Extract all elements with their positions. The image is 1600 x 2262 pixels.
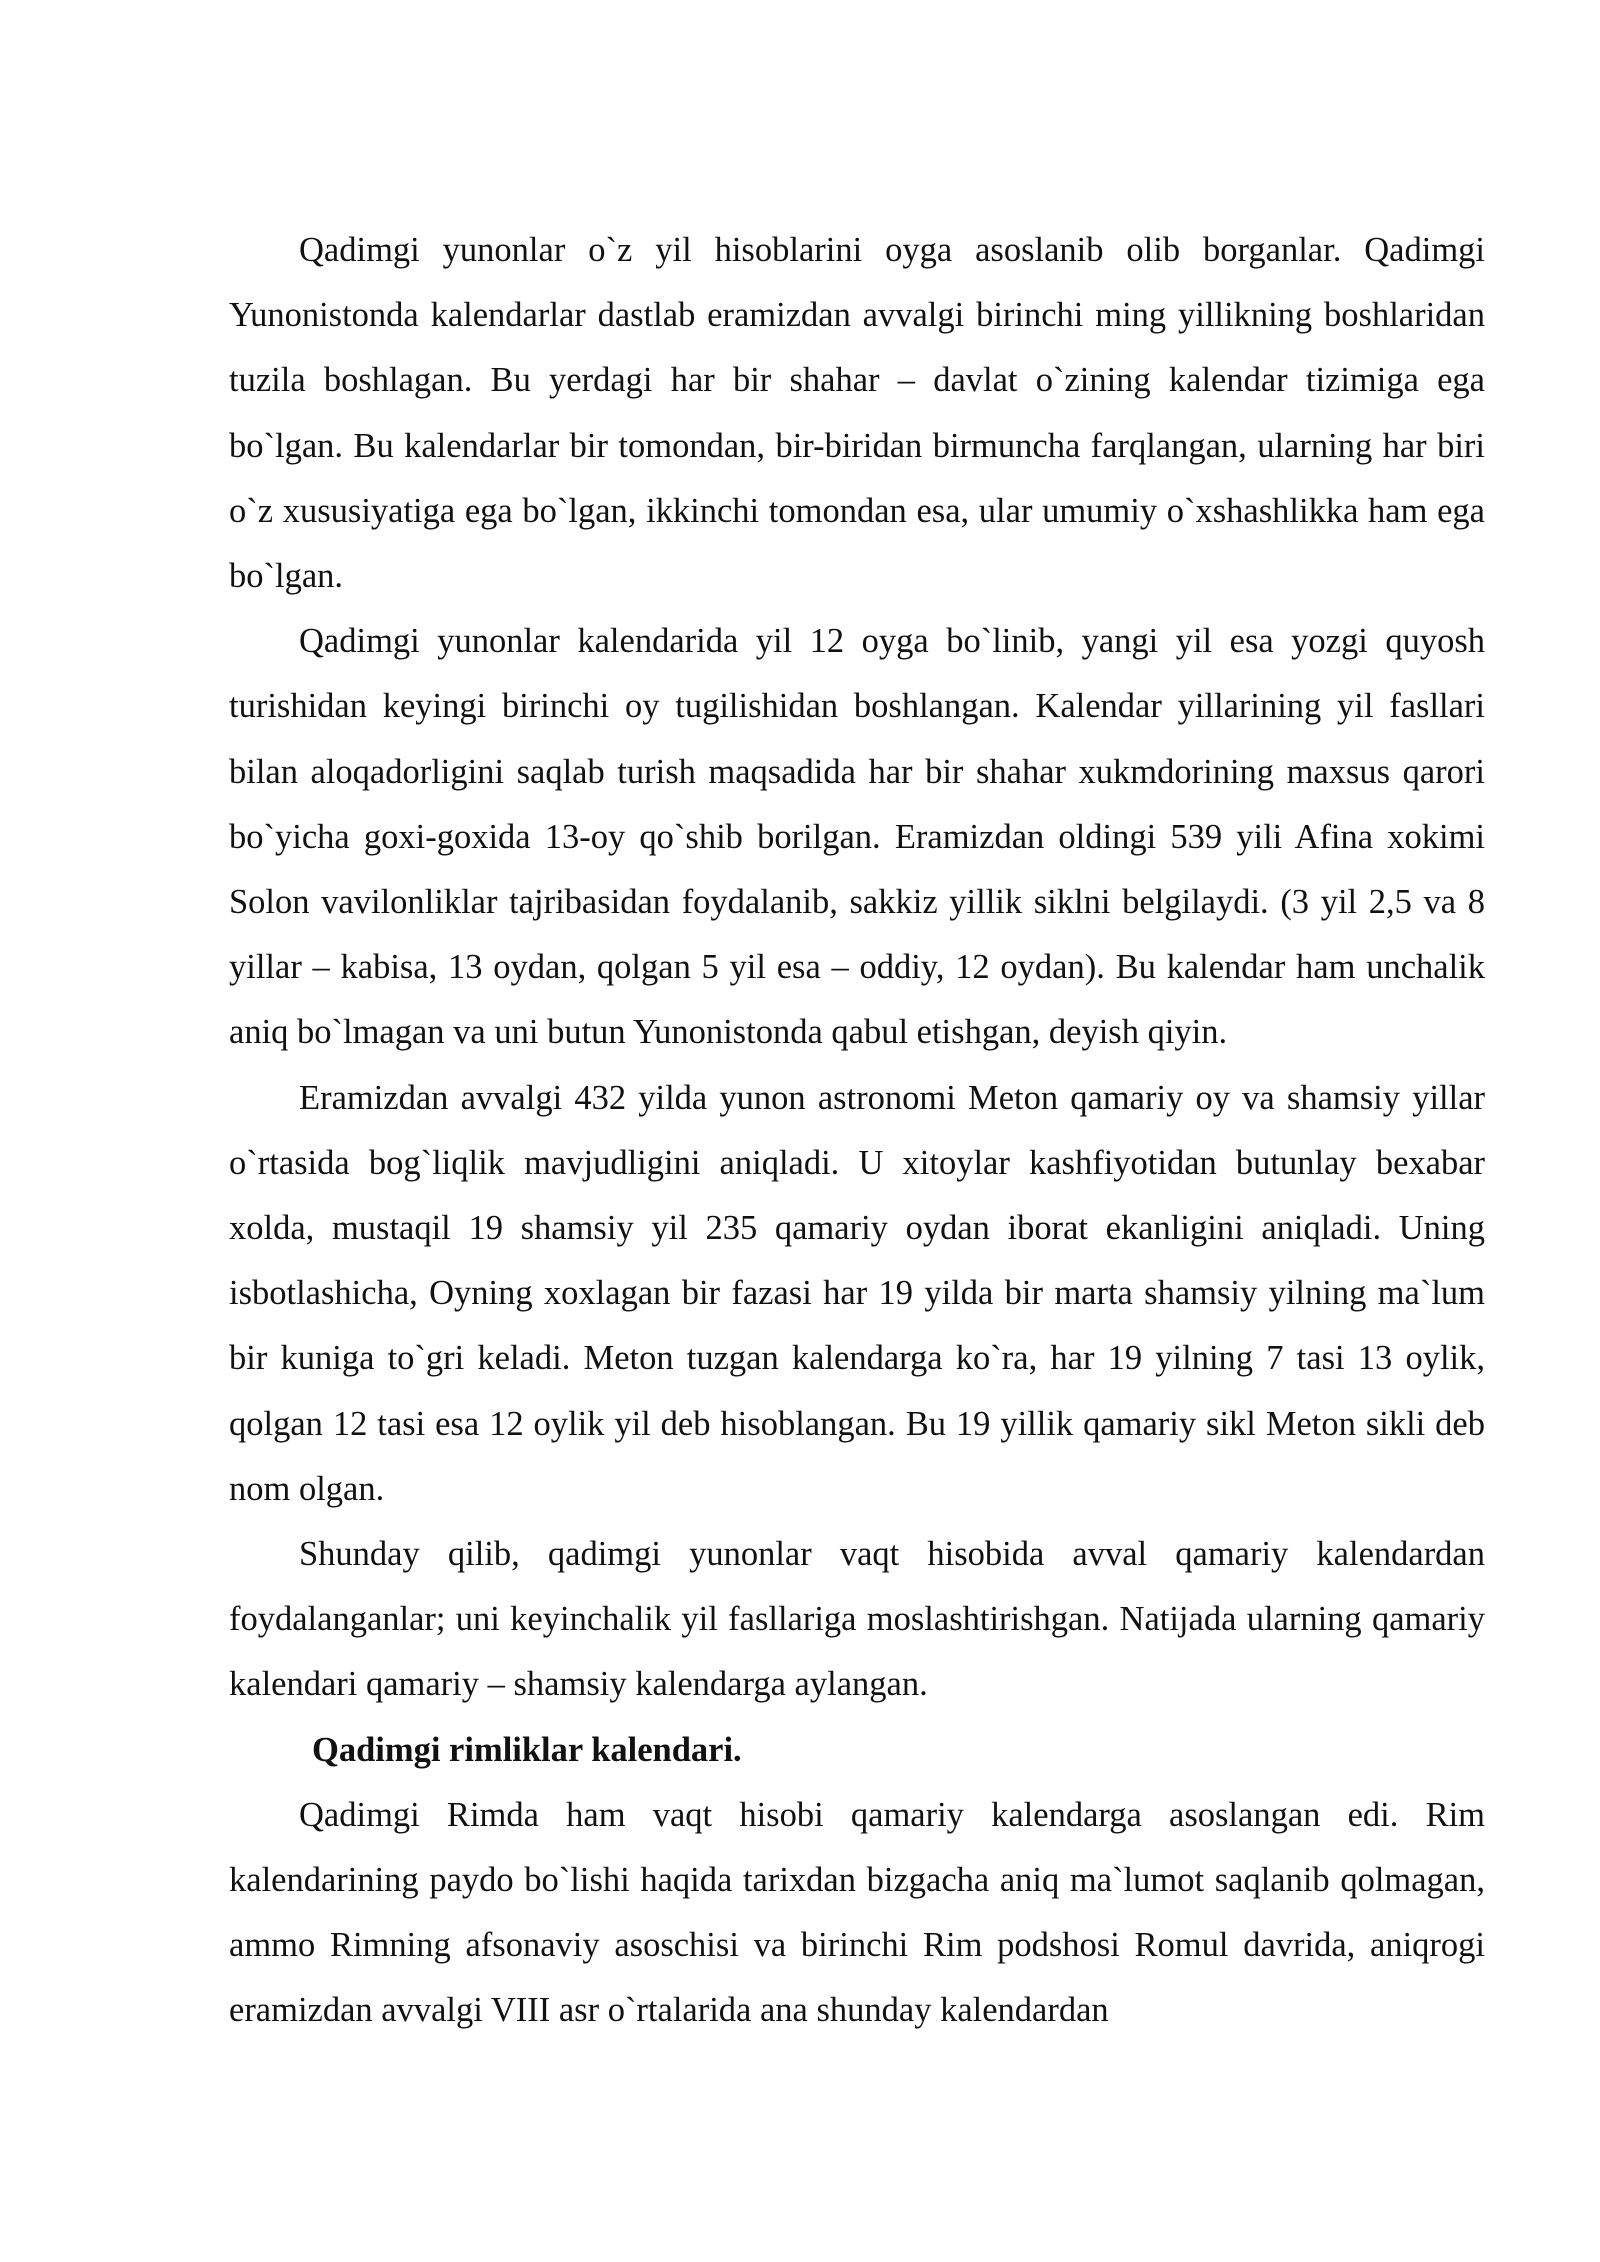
document-page	[229, 218, 1485, 2044]
paragraph-greek-calendar-months: Qadimgi yunonlar kalendarida yil 12 oyga bo`linib, yangi yil esa yozgi quyosh turishidan keyingi birinchi oy tugilishidan boshlangan. Kalendar yillarining yil fasllari bilan aloqadorligini saqlab turish maqsadida har bir shahar xukmdorining maxsus qarori bo`yicha goxi-goxida 13-oy qo`shib borilgan. Eramizdan oldingi 539 yili Afina xokimi Solon vavilonliklar tajribasidan foydalanib, sakkiz yillik siklni belgilaydi. (3 yil 2,5 va 8 yillar – kabisa, 13 oydan, qolgan 5 yil esa – oddiy, 12 oydan). Bu kalendar ham unchalik aniq bo`lmagan va uni butun Yunonistonda qabul etishgan, deyish qiyin.	[229, 622, 1485, 1052]
section-heading-roman-calendar: Qadimgi rimliklar kalendari.	[312, 1730, 742, 1769]
paragraph-roman-calendar: Qadimgi Rimda ham vaqt hisobi qamariy kalendarga asoslangan edi. Rim kalendarining paydo bo`lishi haqida tarixdan bizgacha aniq ma`lumot saqlanib qolmagan, ammo Rimning afsonaviy asoschisi va birinchi Rim podshosi Romul davrida, aniqrogi eramizdan avvalgi VIII asr o`rtalarida ana shunday kalendardan	[229, 1795, 1485, 2030]
paragraph-greek-conclusion: Shunday qilib, qadimgi yunonlar vaqt hisobida avval qamariy kalendardan foydalanganlar; uni keyinchalik yil fasllariga moslashtirishgan. Natijada ularning qamariy kalendari qamariy – shamsiy kalendarga aylangan.	[229, 1535, 1485, 1704]
paragraph-meton-cycle: Eramizdan avvalgi 432 yilda yunon astronomi Meton qamariy oy va shamsiy yillar o`rtasida bog`liqlik mavjudligini aniqladi. U xitoylar kashfiyotidan butunlay bexabar xolda, mustaqil 19 shamsiy yil 235 qamariy oydan iborat ekanligini aniqladi. Uning isbotlashicha, Oyning xoxlagan bir fazasi har 19 yilda bir marta shamsiy yilning ma`lum bir kuniga to`gri keladi. Meton tuzgan kalendarga ko`ra, har 19 yilning 7 tasi 13 oylik, qolgan 12 tasi esa 12 oylik yil deb hisoblangan. Bu 19 yillik qamariy sikl Meton sikli deb nom olgan.	[229, 1078, 1485, 1508]
paragraph-greek-calendar-intro: Qadimgi yunonlar o`z yil hisoblarini oyga asoslanib olib borganlar. Qadimgi Yunonistonda kalendarlar dastlab eramizdan avvalgi birinchi ming yillikning boshlaridan tuzila boshlagan. Bu yerdagi har bir shahar – davlat o`zining kalendar tizimiga ega bo`lgan. Bu kalendarlar bir tomondan, bir-biridan birmuncha farqlangan, ularning har biri o`z xususiyatiga ega bo`lgan, ikkinchi tomondan esa, ular umumiy o`xshashlikka ham ega bo`lgan.	[229, 231, 1485, 596]
